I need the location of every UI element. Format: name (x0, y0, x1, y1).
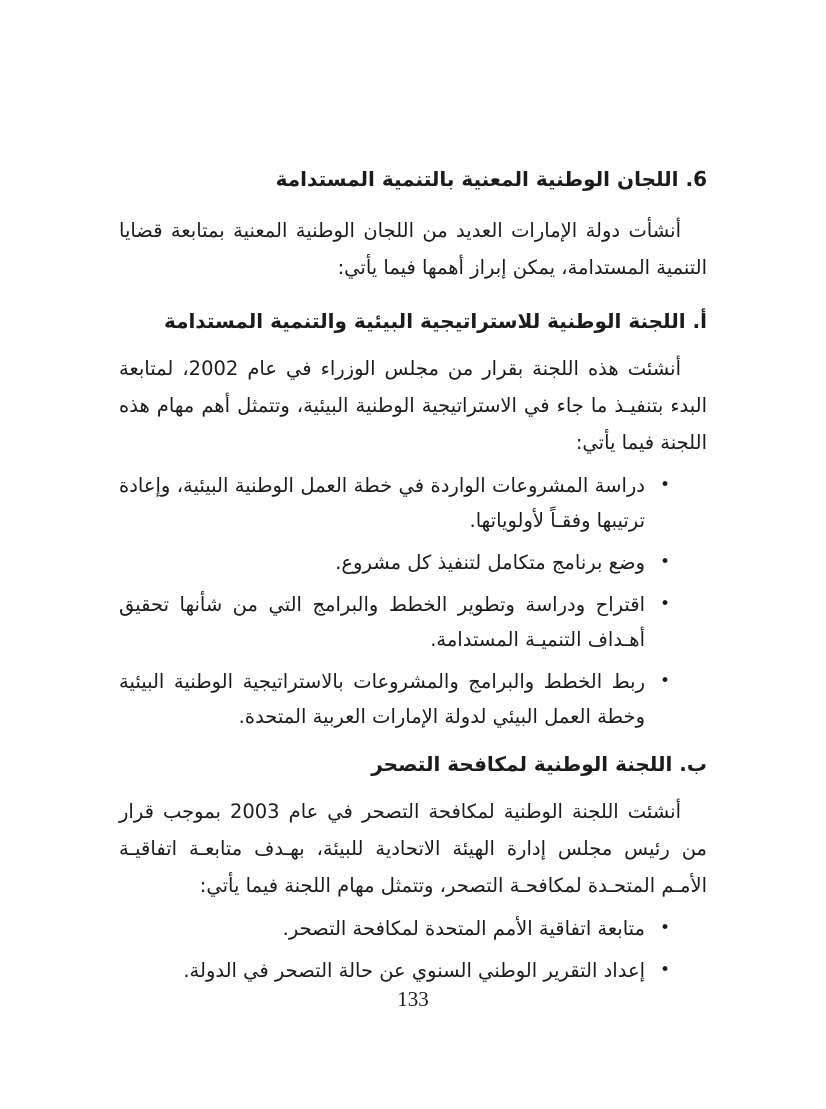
section-environmental-strategy-committee (119, 308, 707, 734)
list-item-text: ربط الخطط والبرامج والمشروعات بالاستراتيجية الوطنية البيئية وخطة العمل البيئي لدولة الإمارات العربية المتحدة. (119, 670, 645, 728)
bullet-icon: • (659, 960, 670, 980)
list-item-text: وضع برنامج متكامل لتنفيذ كل مشروع. (335, 551, 645, 574)
list-item (119, 545, 707, 580)
bullet-icon: • (659, 475, 670, 495)
page-body (119, 166, 707, 995)
main-section-heading: 6. اللجان الوطنية المعنية بالتنمية المستدامة (275, 167, 707, 191)
list-item (119, 953, 707, 988)
list-item-text: اقتراح ودراسة وتطوير الخطط والبرامج التي من شأنها تحقيق أهـداف التنميـة المستدامة. (119, 593, 645, 651)
section-b-paragraph: أنشئت اللجنة الوطنية لمكافحة التصحر في عام 2003 بموجب قرار من رئيس مجلس إدارة الهيئة الاتحادية للبيئة، بهـدف متابعـة اتفاقيـة الأمـم المتحـدة لمكافحـة التصحر، وتتمثل مهام اللجنة فيما يأتي: (119, 800, 707, 897)
section-a-heading: أ. اللجنة الوطنية للاستراتيجية البيئية والتنمية المستدامة (163, 309, 707, 333)
list-item (119, 587, 707, 657)
bullet-icon: • (659, 594, 670, 614)
bullet-icon: • (659, 671, 670, 691)
intro-paragraph: أنشأت دولة الإمارات العديد من اللجان الوطنية المعنية بمتابعة قضايا التنمية المستدامة، يمكن إبراز أهمها فيما يأتي: (119, 219, 707, 279)
section-b-bullet-list (119, 911, 707, 988)
list-item (119, 664, 707, 734)
list-item-text: متابعة اتفاقية الأمم المتحدة لمكافحة التصحر. (282, 917, 645, 940)
list-item-text: إعداد التقرير الوطني السنوي عن حالة التصحر في الدولة. (183, 959, 645, 982)
section-a-bullet-list (119, 468, 707, 734)
list-item (119, 911, 707, 946)
page-number: 133 (397, 987, 429, 1011)
list-item-text: دراسة المشروعات الواردة في خطة العمل الوطنية البيئية، وإعادة ترتيبها وفقـاً لأولوياتها. (119, 474, 645, 532)
section-a-paragraph: أنشئت هذه اللجنة بقرار من مجلس الوزراء في عام 2002، لمتابعة البدء بتنفيـذ ما جاء في الاستراتيجية الوطنية البيئية، وتتمثل أهم مهام هذه اللجنة فيما يأتي: (119, 357, 707, 454)
bullet-icon: • (659, 552, 670, 572)
section-b-heading: ب. اللجنة الوطنية لمكافحة التصحر (371, 752, 707, 776)
section-desertification-committee (119, 751, 707, 988)
list-item (119, 468, 707, 538)
bullet-icon: • (659, 918, 670, 938)
